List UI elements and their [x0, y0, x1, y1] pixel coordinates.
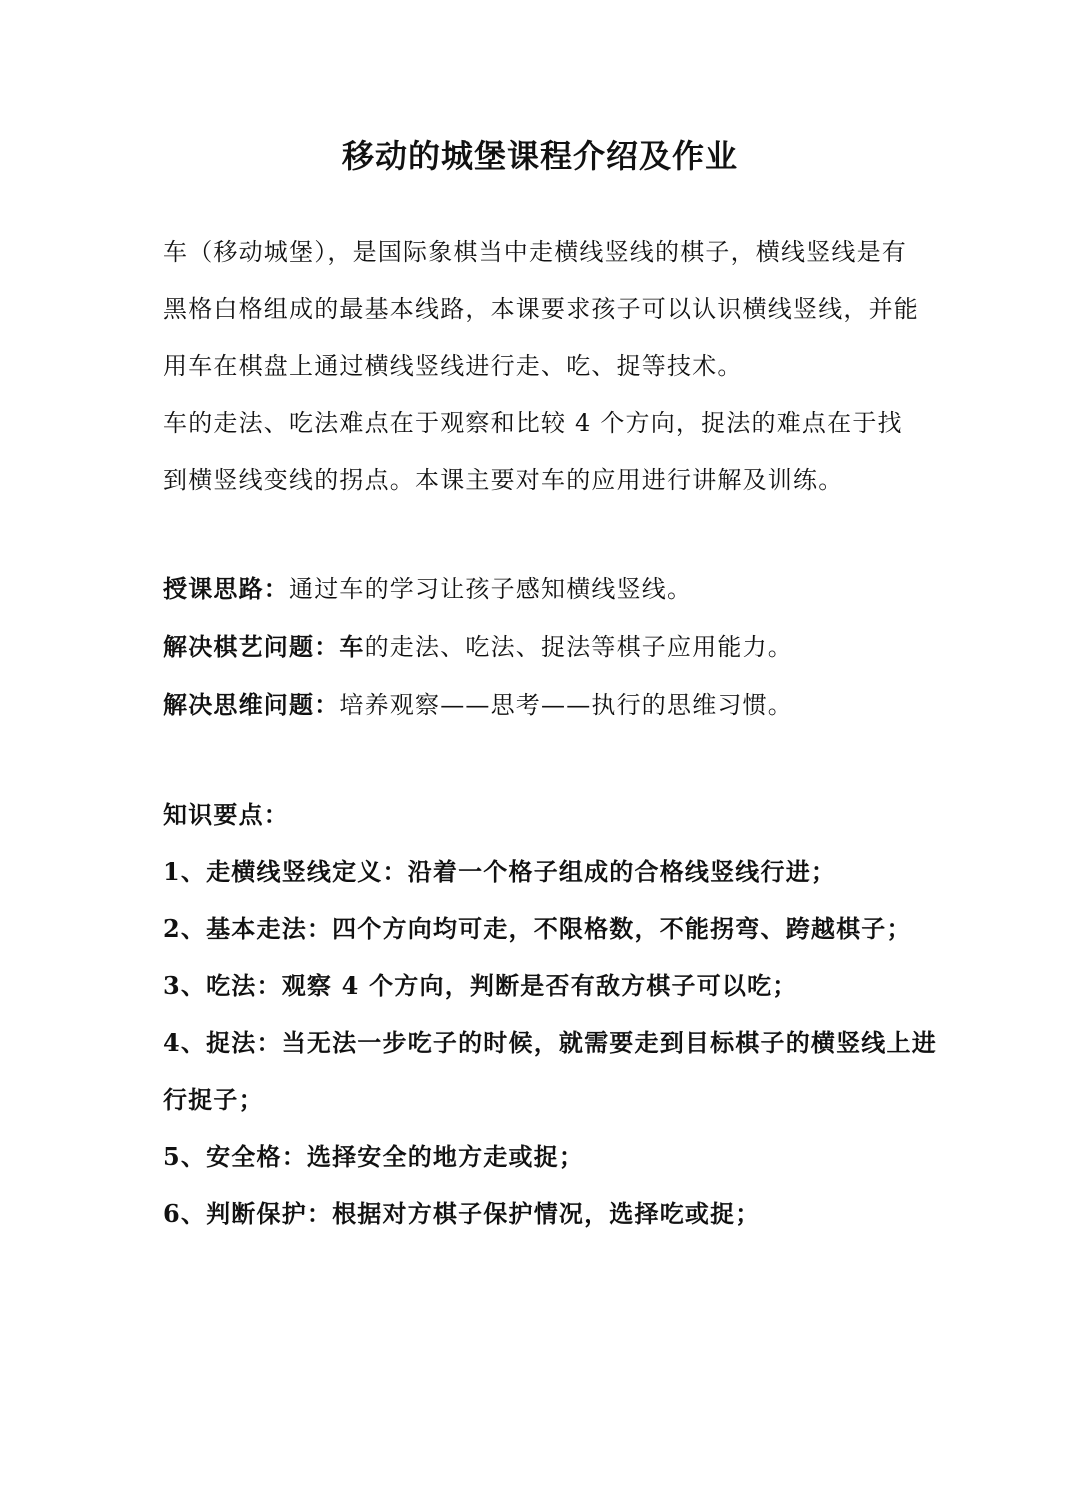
knowledge-item-5: 5、安全格：选择安全的地方走或捉； — [163, 1142, 585, 1171]
document-title: 移动的城堡课程介绍及作业 — [341, 137, 738, 176]
knowledge-item-4: 4、捉法：当无法一步吃子的时候，就需要走到目标棋子的横竖线上进行捉子； — [163, 1028, 937, 1114]
knowledge-item-3: 3、吃法：观察 4 个方向，判断是否有敌方棋子可以吃； — [163, 971, 798, 1000]
knowledge-section — [163, 786, 943, 1242]
knowledge-list — [163, 843, 943, 1242]
chess-problem-text: 的走法、吃法、捉法等棋子应用能力。 — [364, 633, 794, 661]
thinking-problem-label: 解决思维问题： — [163, 690, 340, 719]
intro-section — [163, 224, 923, 509]
knowledge-item-2: 2、基本走法：四个方向均可走，不限格数，不能拐弯、跨越棋子； — [163, 914, 912, 943]
teaching-approach-row — [163, 560, 943, 618]
knowledge-heading: 知识要点： — [163, 800, 289, 829]
chess-problem-label: 解决棋艺问题： — [163, 632, 340, 661]
teaching-approach-text: 通过车的学习让孩子感知横线竖线。 — [289, 575, 693, 603]
thinking-problem-row — [163, 676, 943, 734]
chess-problem-bold-word: 车 — [339, 632, 365, 661]
teaching-approach-label: 授课思路： — [163, 574, 289, 603]
approach-section — [163, 560, 943, 734]
intro-paragraph-2: 车的走法、吃法难点在于观察和比较 4 个方向，捉法的难点在于找到横竖线变线的拐点。本课主要对车的应用进行讲解及训练。 — [163, 409, 903, 494]
intro-paragraph-1: 车（移动城堡），是国际象棋当中走横线竖线的棋子，横线竖线是有黑格白格组成的最基本线路，本课要求孩子可以认识横线竖线，并能用车在棋盘上通过横线竖线进行走、吃、捉等技术。 — [163, 238, 919, 380]
knowledge-item-6: 6、判断保护：根据对方棋子保护情况，选择吃或捉； — [163, 1199, 761, 1228]
thinking-problem-text: 培养观察——思考——执行的思维习惯。 — [339, 691, 794, 719]
chess-problem-row — [163, 618, 943, 676]
knowledge-item-1: 1、走横线竖线定义：沿着一个格子组成的合格线竖线行进； — [163, 857, 837, 886]
